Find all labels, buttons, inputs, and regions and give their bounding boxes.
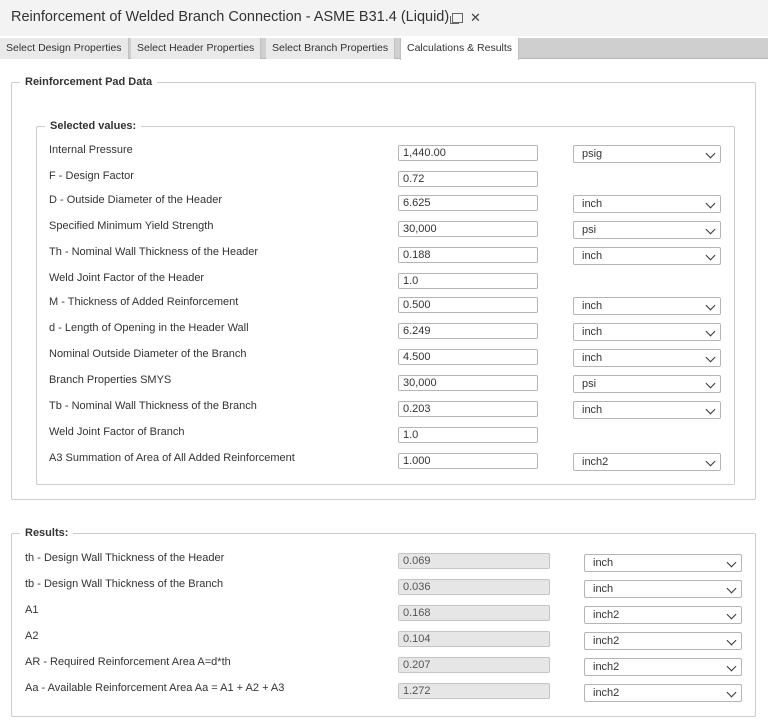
result-label-th-design-wall-thickness-of-the-header: th - Design Wall Thickness of the Header: [25, 552, 225, 564]
result-unit-select-tb-design-wall-thickness-of-the-branch[interactable]: [584, 580, 742, 598]
input-d-outside-diameter-of-the-header[interactable]: 6.625: [398, 195, 538, 211]
title-actions: [450, 10, 481, 26]
input-m-thickness-of-added-reinforcement[interactable]: 0.500: [398, 297, 538, 313]
input-d-length-of-opening-in-the-header-wall[interactable]: 6.249: [398, 323, 538, 339]
close-icon[interactable]: ✕: [470, 10, 481, 25]
tab-header-properties[interactable]: Select Header Properties: [131, 38, 261, 59]
label-branch-properties-smys: Branch Properties SMYS: [49, 374, 172, 386]
chevron-down-icon: [706, 251, 716, 261]
unit-select-value: inch: [582, 404, 603, 416]
result-label-ar-required-reinforcement-area-a-d-th: AR - Required Reinforcement Area A=d*th: [25, 656, 231, 668]
result-value-th-design-wall-thickness-of-the-header: 0.069: [398, 553, 550, 569]
result-unit-select-ar-required-reinforcement-area-a-d-th[interactable]: [584, 658, 742, 676]
chevron-down-icon: [727, 636, 737, 646]
chevron-down-icon: [706, 353, 716, 363]
input-f-design-factor[interactable]: 0.72: [398, 171, 538, 187]
input-th-nominal-wall-thickness-of-the-header[interactable]: 0.188: [398, 247, 538, 263]
unit-select-nominal-outside-diameter-of-the-branch[interactable]: [573, 349, 721, 367]
unit-select-value: inch2: [593, 661, 620, 673]
tab-branch-properties[interactable]: Select Branch Properties: [266, 38, 395, 59]
input-branch-properties-smys[interactable]: 30,000: [398, 375, 538, 391]
unit-select-value: inch: [582, 352, 603, 364]
unit-select-value: inch2: [593, 609, 620, 621]
chevron-down-icon: [706, 379, 716, 389]
chevron-down-icon: [706, 457, 716, 467]
label-weld-joint-factor-of-the-header: Weld Joint Factor of the Header: [49, 272, 205, 284]
input-nominal-outside-diameter-of-the-branch[interactable]: 4.500: [398, 349, 538, 365]
unit-select-d-outside-diameter-of-the-header[interactable]: [573, 195, 721, 213]
window-title: Reinforcement of Welded Branch Connection - ASME B31.4 (Liquid): [11, 9, 450, 25]
label-specified-minimum-yield-strength: Specified Minimum Yield Strength: [49, 220, 214, 232]
result-value-a2: 0.104: [398, 631, 550, 647]
unit-select-value: inch2: [593, 687, 620, 699]
input-tb-nominal-wall-thickness-of-the-branch[interactable]: 0.203: [398, 401, 538, 417]
label-weld-joint-factor-of-branch: Weld Joint Factor of Branch: [49, 426, 185, 438]
unit-select-d-length-of-opening-in-the-header-wall[interactable]: [573, 323, 721, 341]
label-th-nominal-wall-thickness-of-the-header: Th - Nominal Wall Thickness of the Header: [49, 246, 259, 258]
results-legend: Results:: [25, 527, 69, 539]
label-d-length-of-opening-in-the-header-wall: d - Length of Opening in the Header Wall: [49, 322, 249, 334]
unit-select-specified-minimum-yield-strength[interactable]: [573, 221, 721, 239]
tab-calculations-results[interactable]: Calculations & Results: [400, 38, 519, 60]
unit-select-tb-nominal-wall-thickness-of-the-branch[interactable]: [573, 401, 721, 419]
result-value-aa-available-reinforcement-area-aa-a1-a2: 1.272: [398, 683, 550, 699]
reinforcement-pad-data-legend: Reinforcement Pad Data: [25, 76, 153, 88]
result-unit-select-a1[interactable]: [584, 606, 742, 624]
chevron-down-icon: [706, 301, 716, 311]
chevron-down-icon: [727, 610, 737, 620]
unit-select-value: psig: [582, 148, 603, 160]
unit-select-m-thickness-of-added-reinforcement[interactable]: [573, 297, 721, 315]
label-nominal-outside-diameter-of-the-branch: Nominal Outside Diameter of the Branch: [49, 348, 247, 360]
chevron-down-icon: [706, 149, 716, 159]
result-value-a1: 0.168: [398, 605, 550, 621]
unit-select-value: inch: [582, 198, 603, 210]
unit-select-value: inch: [582, 250, 603, 262]
result-unit-select-aa-available-reinforcement-area-aa-a1-a2[interactable]: [584, 684, 742, 702]
input-internal-pressure[interactable]: 1,440.00: [398, 145, 538, 161]
unit-select-internal-pressure[interactable]: [573, 145, 721, 163]
unit-select-value: inch: [582, 326, 603, 338]
label-tb-nominal-wall-thickness-of-the-branch: Tb - Nominal Wall Thickness of the Branch: [49, 400, 257, 412]
chevron-down-icon: [727, 584, 737, 594]
unit-select-value: inch: [582, 300, 603, 312]
input-a3-summation-of-area-of-all-added-reinfo[interactable]: 1.000: [398, 453, 538, 469]
unit-select-value: psi: [582, 378, 597, 390]
chevron-down-icon: [727, 558, 737, 568]
chevron-down-icon: [706, 405, 716, 415]
label-internal-pressure: Internal Pressure: [49, 144, 133, 156]
unit-select-branch-properties-smys[interactable]: [573, 375, 721, 393]
selected-values-legend: Selected values:: [50, 120, 137, 132]
label-f-design-factor: F - Design Factor: [49, 170, 134, 182]
input-weld-joint-factor-of-the-header[interactable]: 1.0: [398, 273, 538, 289]
unit-select-value: inch2: [593, 635, 620, 647]
result-label-tb-design-wall-thickness-of-the-branch: tb - Design Wall Thickness of the Branch: [25, 578, 224, 590]
popout-icon[interactable]: [450, 13, 462, 24]
input-weld-joint-factor-of-branch[interactable]: 1.0: [398, 427, 538, 443]
unit-select-value: inch2: [582, 456, 609, 468]
result-label-a2: A2: [25, 630, 39, 642]
result-label-aa-available-reinforcement-area-aa-a1-a2: Aa - Available Reinforcement Area Aa = A1 + A2 + A3: [25, 682, 285, 694]
input-specified-minimum-yield-strength[interactable]: 30,000: [398, 221, 538, 237]
tab-bar: [0, 38, 768, 59]
unit-select-a3-summation-of-area-of-all-added-reinfo[interactable]: [573, 453, 721, 471]
unit-select-th-nominal-wall-thickness-of-the-header[interactable]: [573, 247, 721, 265]
window-title-bar: [0, 0, 768, 36]
chevron-down-icon: [727, 688, 737, 698]
result-value-tb-design-wall-thickness-of-the-branch: 0.036: [398, 579, 550, 595]
unit-select-value: psi: [582, 224, 597, 236]
chevron-down-icon: [727, 662, 737, 672]
label-a3-summation-of-area-of-all-added-reinfo: A3 Summation of Area of All Added Reinforcement: [49, 452, 295, 464]
label-m-thickness-of-added-reinforcement: M - Thickness of Added Reinforcement: [49, 296, 239, 308]
tab-design-properties[interactable]: Select Design Properties: [0, 38, 129, 59]
chevron-down-icon: [706, 327, 716, 337]
label-d-outside-diameter-of-the-header: D - Outside Diameter of the Header: [49, 194, 223, 206]
result-unit-select-th-design-wall-thickness-of-the-header[interactable]: [584, 554, 742, 572]
unit-select-value: inch: [593, 583, 614, 595]
chevron-down-icon: [706, 199, 716, 209]
result-label-a1: A1: [25, 604, 39, 616]
unit-select-value: inch: [593, 557, 614, 569]
result-value-ar-required-reinforcement-area-a-d-th: 0.207: [398, 657, 550, 673]
result-unit-select-a2[interactable]: [584, 632, 742, 650]
chevron-down-icon: [706, 225, 716, 235]
